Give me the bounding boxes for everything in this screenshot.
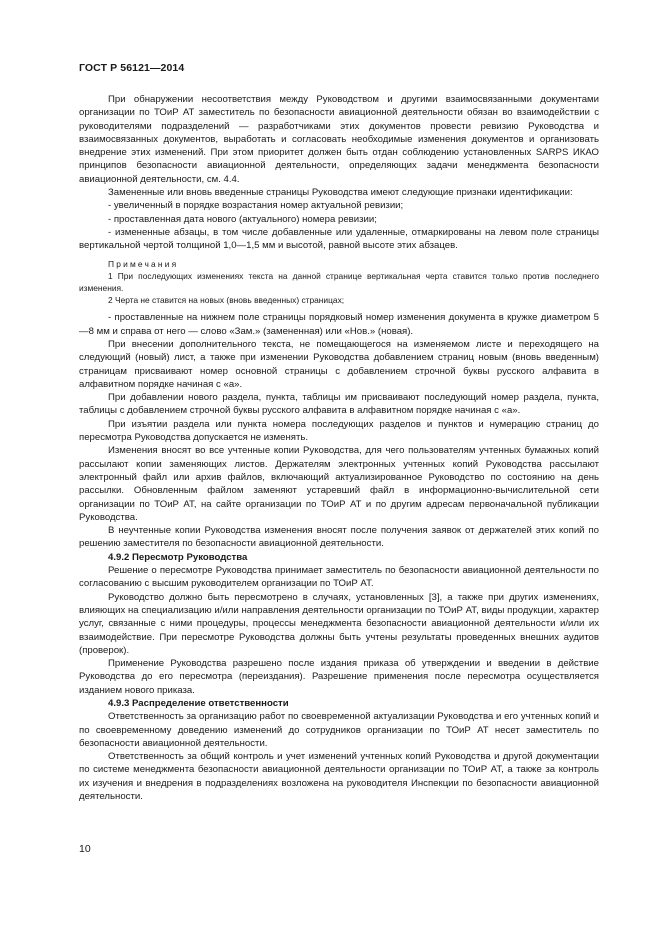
- paragraph: При добавлении нового раздела, пункта, таблицы им присваивают последующий номер раздела, пункта, таблицы с добавлением строчной буквы русского алфавита в алфавитном порядке начиная с «а».: [79, 392, 599, 417]
- notes-title: Примечания: [108, 258, 179, 269]
- list-item: - увеличенный в порядке возрастания номер актуальной ревизии;: [108, 200, 404, 212]
- page-body: [79, 93, 599, 803]
- page-number: 10: [79, 843, 91, 855]
- list-item: - проставленные на нижнем поле страницы порядковый номер изменения документа в кружке диаметром 5—8 мм и справа от него — слово «Зам.» (замененная) или «Нов.» (новая).: [79, 312, 599, 337]
- paragraph: При обнаружении несоответствия между Руководством и другими взаимосвязанными документами организации по ТОиР АТ заместитель по безопасности авиационной деятельности обязан во взаимодействии с руководителями подразделений — разработчиками этих документов провести ревизию Руководства и взаимосвязанных документов, выработать и согласовать необходимые изменения документов и организовать внедрение этих изменений. При этом приоритет должен быть отдан соблюдению установленных SARPS ИКАО принципов безопасности авиационной деятельности, определяющих задачи менеджмента безопасности авиационной деятельности, см. 4.4.: [79, 94, 599, 185]
- paragraph: Решение о пересмотре Руководства принимает заместитель по безопасности авиационной деятельности по согласованию с высшим руководителем организации по ТОиР АТ.: [79, 565, 599, 590]
- list-item: - измененные абзацы, в том числе добавленные или удаленные, отмаркированы на левом поле страницы вертикальной чертой толщиной 1,0—1,5 мм и высотой, равной высоте этих абзацев.: [79, 226, 599, 252]
- paragraph: Ответственность за организацию работ по своевременной актуализации Руководства и его учтенных копий и по своевременному доведению изменений до сотрудников организации по ТОиР АТ несет заместитель по безопасности авиационной деятельности.: [79, 711, 599, 749]
- paragraph: Изменения вносят во все учтенные копии Руководства, для чего пользователям учтенных бумажных копий рассылают копии заменяющих листов. Держателям электронных учтенных копий Руководства рассылают электронный файл или архив файлов, включающий актуализированное Руководство по состоянию на день рассылки. Обновленным файлом заменяют устаревший файл в информационно-вычислительной сети организации по ТОиР АТ, на сайте организации по ТОиР АТ и по другим адресам первоначальной публикации Руководства.: [79, 445, 599, 523]
- section-heading-492: 4.9.2 Пересмотр Руководства: [108, 551, 248, 563]
- list-item: - проставленная дата нового (актуального) номера ревизии;: [108, 213, 377, 225]
- paragraph: Ответственность за общий контроль и учет изменений учтенных копий Руководства и другой документации по системе менеджмента безопасности авиационной деятельности организации по ТОиР АТ, а также за контроль их изучения и внедрения в подразделениях возложена на руководителя Инспекции по безопасности авиационной деятельности.: [79, 751, 599, 803]
- paragraph: При внесении дополнительного текста, не помещающегося на изменяемом листе и переходящего на следующий (новый) лист, а также при изменении Руководства добавлением страниц новым (вновь введенным) страницам присваивают номер основной страницы с добавлением строчной буквы русского алфавита в алфавитном порядке начиная с «а».: [79, 338, 599, 390]
- note-item: 1 При последующих изменениях текста на данной странице вертикальная черта ставится только против последнего изменения.: [79, 270, 599, 293]
- note-item: 2 Черта не ставится на новых (вновь введенных) страницах;: [108, 295, 345, 306]
- paragraph: Руководство должно быть пересмотрено в случаях, установленных [3], а также при других изменениях, влияющих на специализацию и/или направления деятельности организации по ТОиР АТ, виды продукции, характер услуг, связанные с ними процедуры, процессы менеджмента безопасности авиационной деятельности и/или их взаимодействие. При пересмотре Руководства должны быть учтены результаты проведенных внешних аудитов (проверок).: [79, 591, 599, 656]
- paragraph: При изъятии раздела или пункта номера последующих разделов и пунктов и нумерацию страниц до пересмотра Руководства допускается не изменять.: [79, 418, 599, 444]
- paragraph: Применение Руководства разрешено после издания приказа об утверждении и введении в действие Руководства до его пересмотра (переиздания). Разрешение применения после пересмотра осуществляется изданием нового приказа.: [79, 658, 599, 696]
- section-heading-493: 4.9.3 Распределение ответственности: [108, 697, 289, 709]
- paragraph: Замененные или вновь введенные страницы Руководства имеют следующие признаки идентификации:: [108, 187, 573, 199]
- document-header: ГОСТ Р 56121—2014: [79, 62, 185, 74]
- paragraph: В неучтенные копии Руководства изменения вносят после получения заявок от держателей этих копий по решению заместителя по безопасности авиационной деятельности.: [79, 525, 599, 550]
